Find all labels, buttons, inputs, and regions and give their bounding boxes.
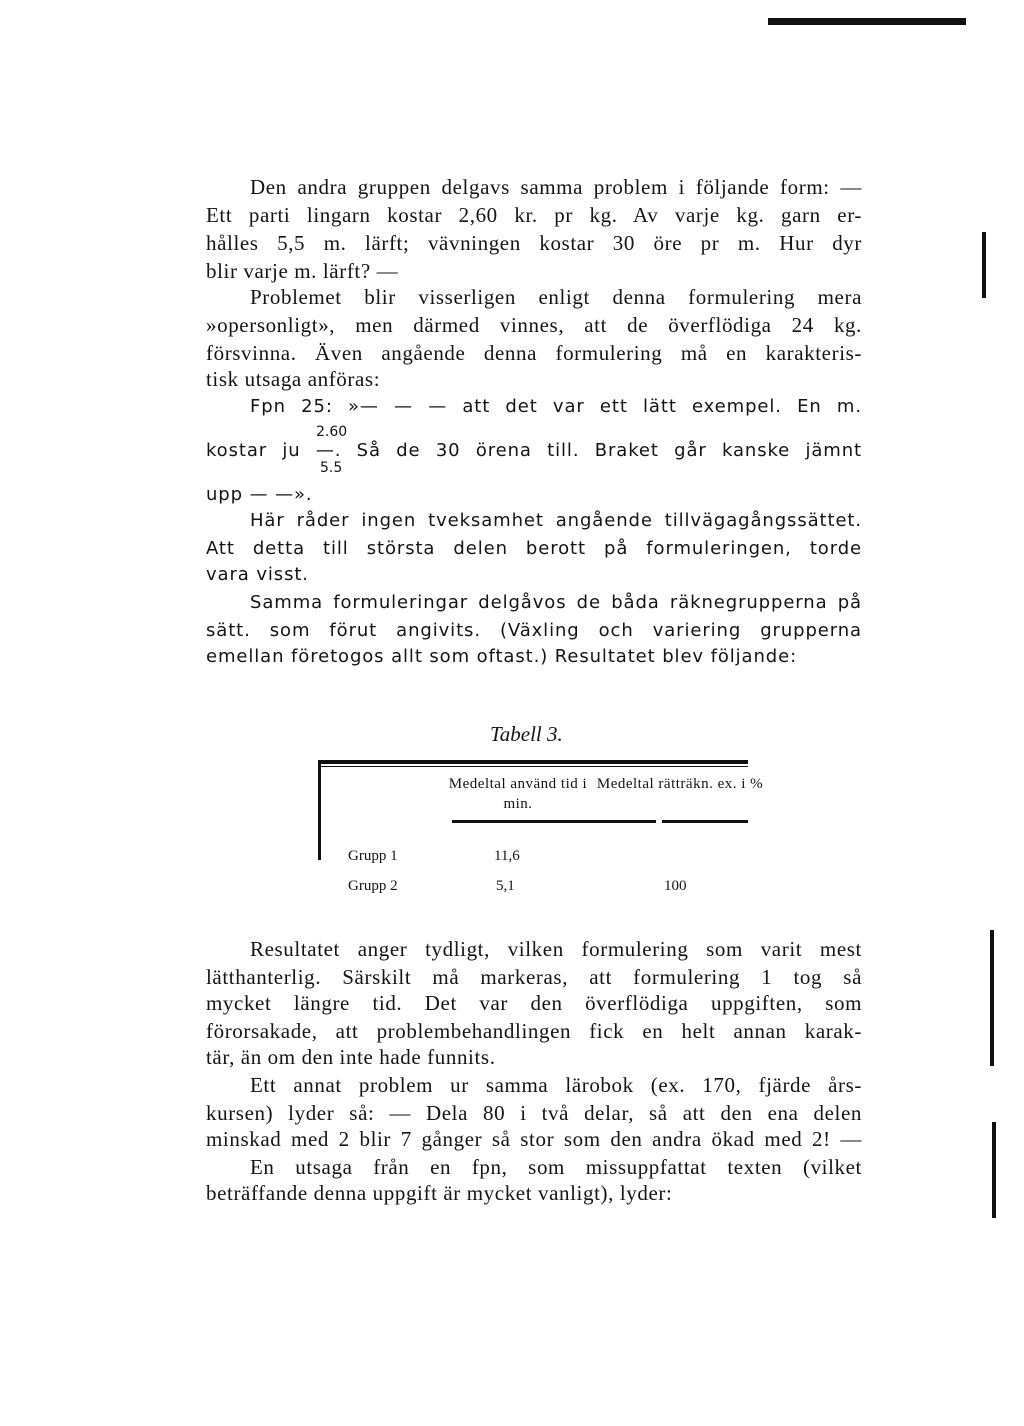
percent-cell: 100 bbox=[664, 878, 687, 894]
text-line: vara visst. bbox=[206, 564, 309, 585]
text-line: Ett annat problem ur samma lärobok (ex. 170, fjärde års- bbox=[250, 1073, 862, 1097]
text-line: Att detta till största delen berott på formuleringen, torde bbox=[206, 538, 862, 559]
text-line: Resultatet anger tydligt, vilken formulering som varit mest bbox=[250, 937, 862, 961]
table-top-rule bbox=[318, 760, 748, 764]
text-line: hålles 5,5 m. lärft; vävningen kostar 30 öre pr m. Hur dyr bbox=[206, 231, 862, 255]
text-line: minskad med 2 blir 7 gånger så stor som den andra ökad med 2! — bbox=[206, 1127, 862, 1151]
text-line: blir varje m. lärft? — bbox=[206, 259, 399, 283]
table-left-rule bbox=[318, 760, 321, 860]
text-line: kursen) lyder så: — Dela 80 i två delar, så att den ena delen bbox=[206, 1101, 862, 1125]
column-header-percent: Medeltal rätträkn. ex. i % bbox=[596, 776, 764, 792]
time-cell: 5,1 bbox=[496, 878, 515, 894]
text-line: Här råder ingen tveksamhet angående tillvägagångssättet. bbox=[250, 510, 862, 531]
text-line: Den andra gruppen delgavs samma problem i följande form: — bbox=[250, 175, 862, 199]
column-header-time: Medeltal använd tid i min. bbox=[448, 776, 588, 812]
margin-bar bbox=[990, 930, 994, 1066]
fraction-numerator: 2.60 bbox=[316, 424, 348, 440]
margin-bar bbox=[992, 1122, 996, 1218]
text-line: förorsakade, att problembehandlingen fick en helt annan karak- bbox=[206, 1019, 862, 1043]
row-label: Grupp 2 bbox=[348, 878, 398, 894]
text-line: lätthanterlig. Särskilt må markeras, att formulering 1 tog så bbox=[206, 965, 862, 989]
fraction-denominator: 5.5 bbox=[320, 460, 343, 476]
header-rule bbox=[452, 820, 656, 823]
text-line: Problemet blir visserligen enligt denna formulering mera bbox=[250, 285, 862, 309]
text-line: Ett parti lingarn kostar 2,60 kr. pr kg. Av varje kg. garn er- bbox=[206, 203, 862, 227]
header-rule bbox=[662, 820, 748, 823]
text-line: försvinna. Även angående denna formulering må en karakteris- bbox=[206, 341, 862, 365]
text-line: emellan företogos allt som oftast.) Resultatet blev följande: bbox=[206, 646, 798, 667]
quote-line: upp — —». bbox=[206, 484, 313, 505]
margin-bar bbox=[982, 232, 986, 298]
text-line: tisk utsaga anföras: bbox=[206, 367, 381, 391]
text-line: mycket längre tid. Det var den överflödiga uppgiften, som bbox=[206, 991, 862, 1015]
time-cell: 11,6 bbox=[494, 848, 520, 864]
text-line: sätt. som förut angivits. (Växling och variering grupperna bbox=[206, 620, 862, 641]
text-line: beträffande denna uppgift är mycket vanligt), lyder: bbox=[206, 1181, 673, 1205]
text-line: En utsaga från en fpn, som missuppfattat texten (vilket bbox=[250, 1155, 862, 1179]
top-rule bbox=[768, 18, 966, 25]
text-line: »opersonligt», men därmed vinnes, att de överflödiga 24 kg. bbox=[206, 313, 862, 337]
table-caption: Tabell 3. bbox=[490, 722, 563, 746]
text-line: Samma formuleringar delgåvos de båda räknegrupperna på bbox=[250, 592, 862, 613]
table-top-rule bbox=[318, 766, 748, 767]
quote-line: Fpn 25: »— — — att det var ett lätt exempel. En m. bbox=[250, 396, 862, 417]
text-line: tär, än om den inte hade funnits. bbox=[206, 1045, 496, 1069]
quote-line: kostar ju —. Så de 30 örena till. Braket går kanske jämnt bbox=[206, 440, 862, 461]
row-label: Grupp 1 bbox=[348, 848, 398, 864]
